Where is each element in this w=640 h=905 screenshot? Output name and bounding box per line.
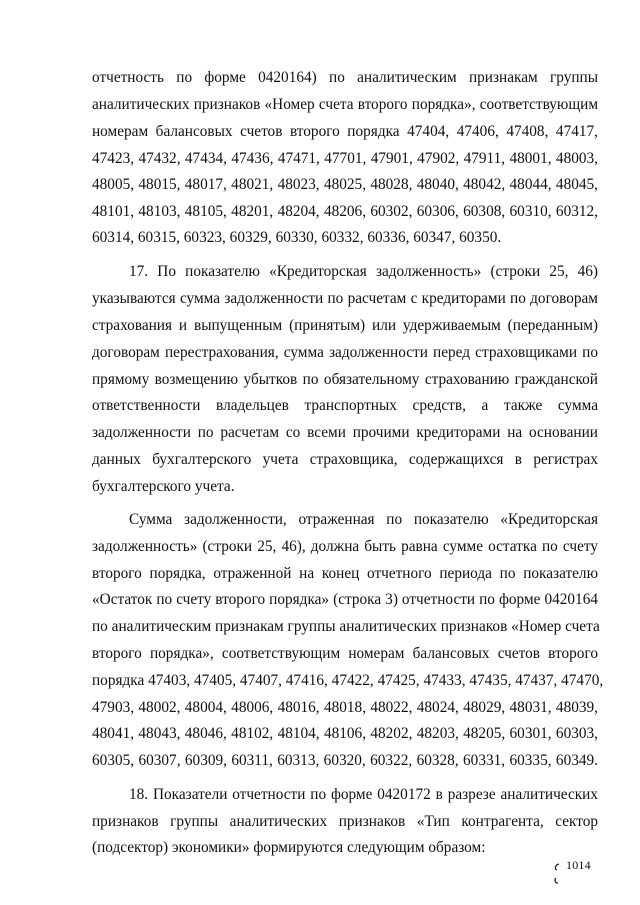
text-line: задолженность» (строки 25, 46), должна быть равна сумме остатка по счету [92,538,598,555]
text-line: договорам перестрахования, сумма задолженности перед страховщиками по [92,344,598,361]
text-line: признаков группы аналитических признаков «Тип контрагента, сектор [92,813,598,830]
text-line: второго порядка, отраженной на конец отчетного периода по показателю [92,565,598,582]
paragraph-18-start: 18. Показатели отчетности по форме 0420172 в разрезе аналитических [129,786,598,803]
text-line: 47423, 47432, 47434, 47436, 47471, 47701, 47901, 47902, 47911, 48001, 48003, [92,150,598,167]
text-line: указываются сумма задолженности по расчетам с кредиторами по договорам [92,290,598,307]
paragraph-sum-start: Сумма задолженности, отраженная по показателю «Кредиторская [129,511,598,528]
text-line: по аналитическим признакам группы аналитических признаков «Номер счета [92,618,600,635]
text-line: (подсектор) экономики» формируются следующим образом: [92,839,486,856]
text-line: аналитических признаков «Номер счета второго порядка», соответствующим [92,96,598,113]
text-line: ответственности владельцев транспортных средств, а также сумма [92,397,598,414]
text-line: «Остаток по счету второго порядка» (строка 3) отчетности по форме 0420164 [92,591,598,608]
text-line: 48101, 48103, 48105, 48201, 48204, 48206, 60302, 60306, 60308, 60310, 60312, [92,203,598,220]
page-number: 1014 [566,858,591,872]
text-line: порядка 47403, 47405, 47407, 47416, 47422, 47425, 47433, 47435, 47437, 47470, [92,672,604,689]
text-line: 60314, 60315, 60323, 60329, 60330, 60332, 60336, 60347, 60350. [92,229,502,246]
text-line: 48005, 48015, 48017, 48021, 48023, 48025, 48028, 48040, 48042, 48044, 48045, [92,176,598,193]
paragraph-17-start: 17. По показателю «Кредиторская задолженность» (строки 25, 46) [129,263,598,280]
text-line: 60305, 60307, 60309, 60311, 60313, 60320, 60322, 60328, 60331, 60335, 60349. [92,752,598,769]
pen-mark-icon [551,861,563,886]
text-line: 47903, 48002, 48004, 48006, 48016, 48018, 48022, 48024, 48029, 48031, 48039, [92,699,598,716]
text-line: номерам балансовых счетов второго порядка 47404, 47406, 47408, 47417, [92,123,598,140]
text-line: отчетность по форме 0420164) по аналитическим признакам группы [92,69,598,86]
text-line: страхования и выпущенным (принятым) или удерживаемым (переданным) [92,317,598,334]
text-line: 48041, 48043, 48046, 48102, 48104, 48106, 48202, 48203, 48205, 60301, 60303, [92,725,598,742]
text-line: второго порядка», соответствующим номерам балансовых счетов второго [92,645,598,662]
text-line: прямому возмещению убытков по обязательному страхованию гражданской [92,371,598,388]
text-line: задолженности по расчетам со всеми прочими кредиторами на основании [92,424,598,441]
text-line: бухгалтерского учета. [92,478,235,495]
text-line: данных бухгалтерского учета страховщика, содержащихся в регистрах [92,451,598,468]
